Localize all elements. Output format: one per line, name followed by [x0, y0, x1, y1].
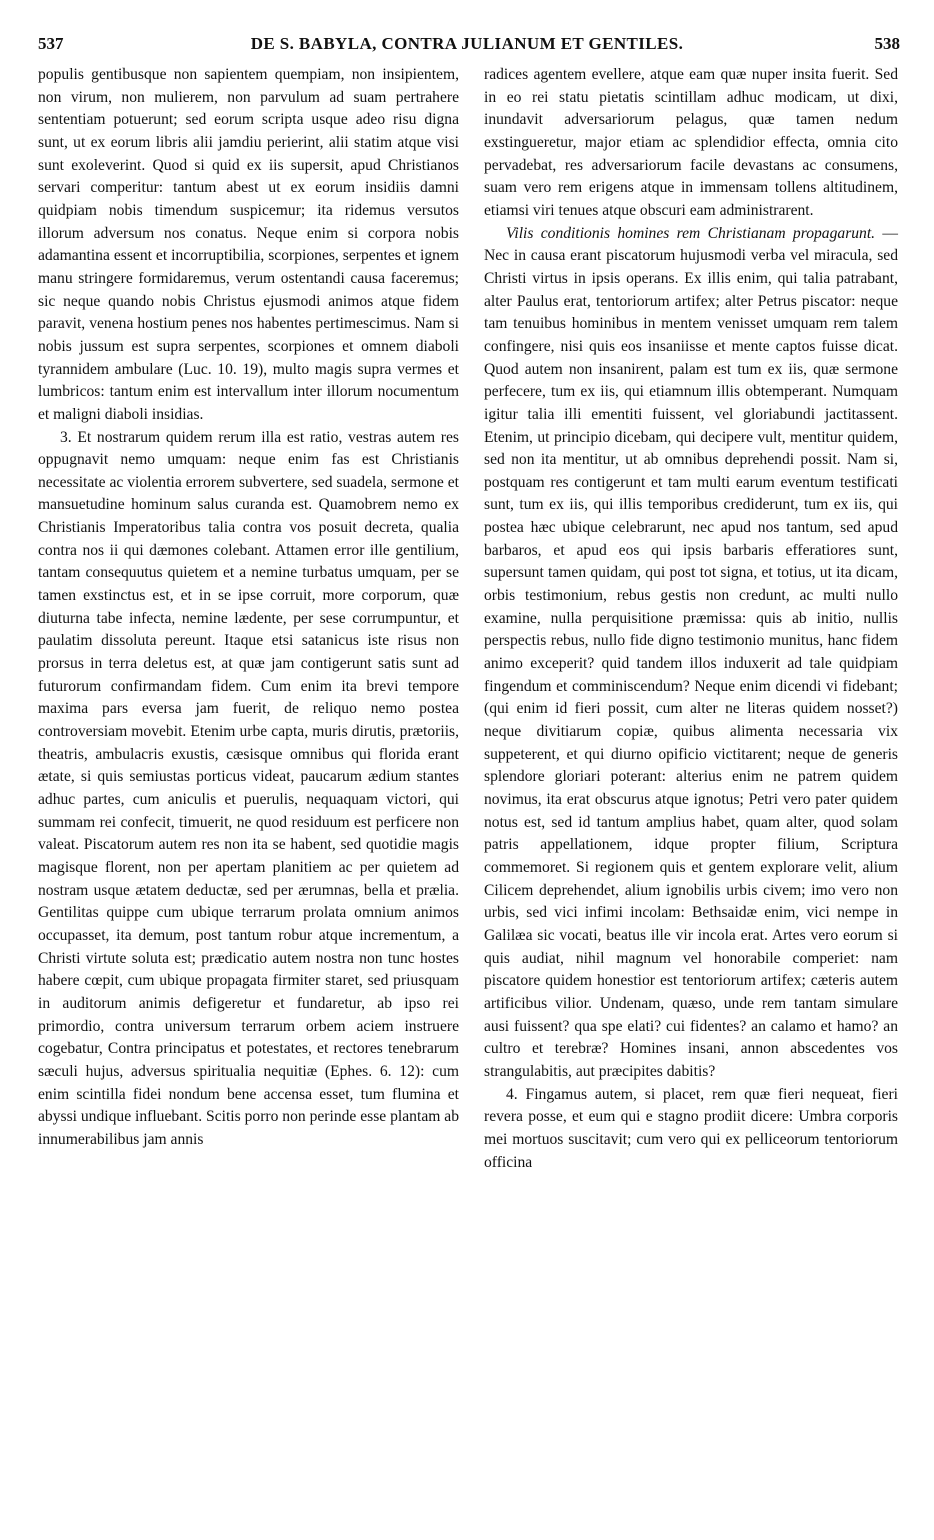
left-paragraph-1: populis gentibusque non sapientem quempiam, non insipientem, non virum, non mulierem, non parvulum ad suam pertrahere sententiam potuerunt; sed eorum scripta usque adeo risu digna sunt, ut ex eorum libris alii jamdiu perierint, alii statim atque visi sunt exoleverint. Quod si quid ex iis supersit, apud Christianos servari comperitur: tantum abest ut ex eorum insidiis damni quidpiam nobis timendum suspicemur; ita ridemus versutos illorum adversum nos conatus. Neque enim si corpora nobis adamantina essent et incorruptibilia, scorpiones, serpentes et ignem manu stringere formidaremus, verum ostentandi causa faceremus; sic neque quando nobis Christus ejusmodi animos atque fidem paravit, venena hostium penes nos habentes pertimescimus. Nam si nobis jussum est supra serpentes, scorpiones et omnem diaboli tyrannidem ambulare (Luc. 10. 19), multo magis supra vermes et lumbricos: tantum enim est intervallum inter illorum nocumentum et maligni diaboli insidias. — [38, 66, 459, 423]
left-paragraph-2: 3. Et nostrarum quidem rerum illa est ratio, vestras autem res oppugnavit nemo umquam: neque enim fas est Christianis necessitate ac violentia errorem subvertere, sed suadela, sermone et mansuetudine hominum salus curanda est. Quamobrem nemo ex Christianis Imperatoribus talia contra vos posuit decreta, qualia contra nos ii qui dæmones colebant. Attamen error ille gentilium, tantam consequutus quietem et a nemine turbatus umquam, per se tamen exstinctus est, et in se ipse corruit, more corporum, quæ diuturna tabe infecta, nemine lædente, per sese corrumpuntur, et paulatim dissoluta pereunt. Itaque etsi satanicus iste risus non prorsus in terra deletus est, at quæ jam contigerunt satis sunt ad futurorum confirmandam fidem. Cum enim ita brevi tempore maxima pars eversa jam fuerit, de reliquo nemo postea controversiam movebit. Etenim urbe capta, muris dirutis, prætoriis, theatris, ambulacris exustis, cæsisque omnibus qui florida erant ætate, si quis semiustas porticus videat, paucarum ædium stantes adhuc partes, cum aniculis et puerulis, nequaquam victori, qui summam rei confecit, timuerit, ne quod residuum est perficere non valeat. Piscatorum autem res non ita se habent, sed quotidie magis magisque florent, non per apertam planitiem ac per quietem ad nostram usque ætatem deductæ, sed per ærumnas, bella et prælia. Gentilitas quippe cum ubique terrarum prolata omnium animos occupasset, ita demum, post tantum robur atque incrementum, a Christi virtute soluta est; prædicatio autem nostra non tunc hostes habere cœpit, cum ubique propagata firmiter staret, sed priusquam in auditorum animis defigeretur et fundaretur, ab ipso rei primordio, contra universum terrarum orbem aciem instruere cogebatur, Contra principatus et potestates, et rectores tenebrarum sæculi hujus, adversus spiritualia nequitiæ (Ephes. 6. 12): cum enim scintilla fidei nondum bene accensa esset, tum flumina et abyssi undique influebant. Scitis porro non perinde esse plantam ab innumerabilibus jam annis — [38, 428, 459, 1148]
page-number-left: 537 — [38, 34, 64, 53]
right-column — [484, 64, 898, 1174]
right-paragraph-1: radices agentem evellere, atque eam quæ nuper insita fuerit. Sed in eo rei statu pietatis scintillam adhuc modicam, ut dixi, inundavit adversariorum pelagus, quæ tamen nedum exstingueretur, major etiam ac splendidior effecta, omnia cito pervadebat, res adversariorum facile devastans ac consumens, suam vero rem erigens atque in immensam tollens altitudinem, etiamsi viri tenues atque obscuri eam administrarent. — [484, 66, 898, 219]
section-subheading: Vilis conditionis homines rem Christianam propagarunt. — [506, 224, 876, 242]
page-number-right: 538 — [874, 34, 900, 53]
running-header — [30, 34, 904, 58]
right-paragraph-3: 4. Fingamus autem, si placet, rem quæ fieri nequeat, fieri revera posse, et eum qui e stagno prodiit dicere: Umbra corporis mei mortuos suscitavit; cum vero qui ex pelliceorum tentoriorum officina — [484, 1085, 898, 1171]
right-paragraph-2 — [484, 223, 898, 1084]
running-title: DE S. BABYLA, CONTRA JULIANUM ET GENTILES. — [250, 34, 684, 53]
left-column — [38, 64, 459, 1152]
right-paragraph-2-text: — Nec in causa erant piscatorum hujusmodi verba vel miracula, sed Christi virtus in ipsis operans. Ex illis enim, qui talia patrabant, alter Paulus erat, tentoriorum artifex; alter Petrus piscator: neque tam tenuibus hominibus in mentem venisset umquam rem talem confingere, nisi quis eos insaniisse et mente captos fuisse dicat. Quod autem non insanirent, palam est tum ex iis, quæ sermone perfecere, tum ex iis, qui etiamnum illis obtemperant. Numquam igitur talia illi ementiti fuissent, vel gloriabundi jactitassent. Etenim, ut principio dicebam, qui decipere vult, mentitur quidem, sed non ita mentitur, ut ab omnibus deprehendi possit. Nam si, postquam res contigerunt et tam multi earum eventum testificati sunt, tum ex iis, qui illis temporibus crediderunt, tum ex iis, qui postea hæc ubique celebrarunt, nec apud nos tantum, sed apud barbaros, et apud eos qui ipsis barbaris efferatiores sunt, supersunt tamen quidam, qui post tot signa, et totius, ut ita dicam, orbis testimonium, rebus gestis non credunt, ac multi nullo examine, nulla perquisitione præmissa: quis ab initio, nullis perspectis rebus, nullo fide digno testimonio munitus, hanc fidem animo exceperit? quid tandem illos induxerit ad tale quidpiam fingendum et comminiscendum? Neque enim dicendi vi fidebant; (qui enim id fieri possit, cum alter ne literas quidem nosset?) neque divitiarum copiæ, quibus alimenta necessaria vix suppeterent, et qui diurno opificio victitarent; neque de generis splendore gloriari poterant: alterius enim ne patrem quidem novimus, ita erat obscurus atque ignotus; Petri vero pater quidem notus est, sed id tantum amplius habet, quam alter, quod solam patris appellationem, idque propter filium, Scriptura commemoret. Si regionem quis et gentem explorare velit, alium Cilicem deprehendet, alium ignobilis urbis civem; imo vero non urbis, sed vici infimi incolam: Bethsaidæ enim, vici nempe in Galilæa sic vocati, beatus ille vir incola erat. Artes vero eorum si quis audiat, nihil magnum vel honorabile comperiet: nam piscatore quidem honestior est tentoriorum artifex; cæteris autem artificibus vilior. Undenam, quæso, unde rem tantam simulare ausi fuissent? qua spe elati? cui fidentes? an calamo et hamo? an cultro et terebræ? Homines insani, annon abscedentes vos strangulabitis, aut præcipites dabitis? — [484, 224, 898, 1080]
